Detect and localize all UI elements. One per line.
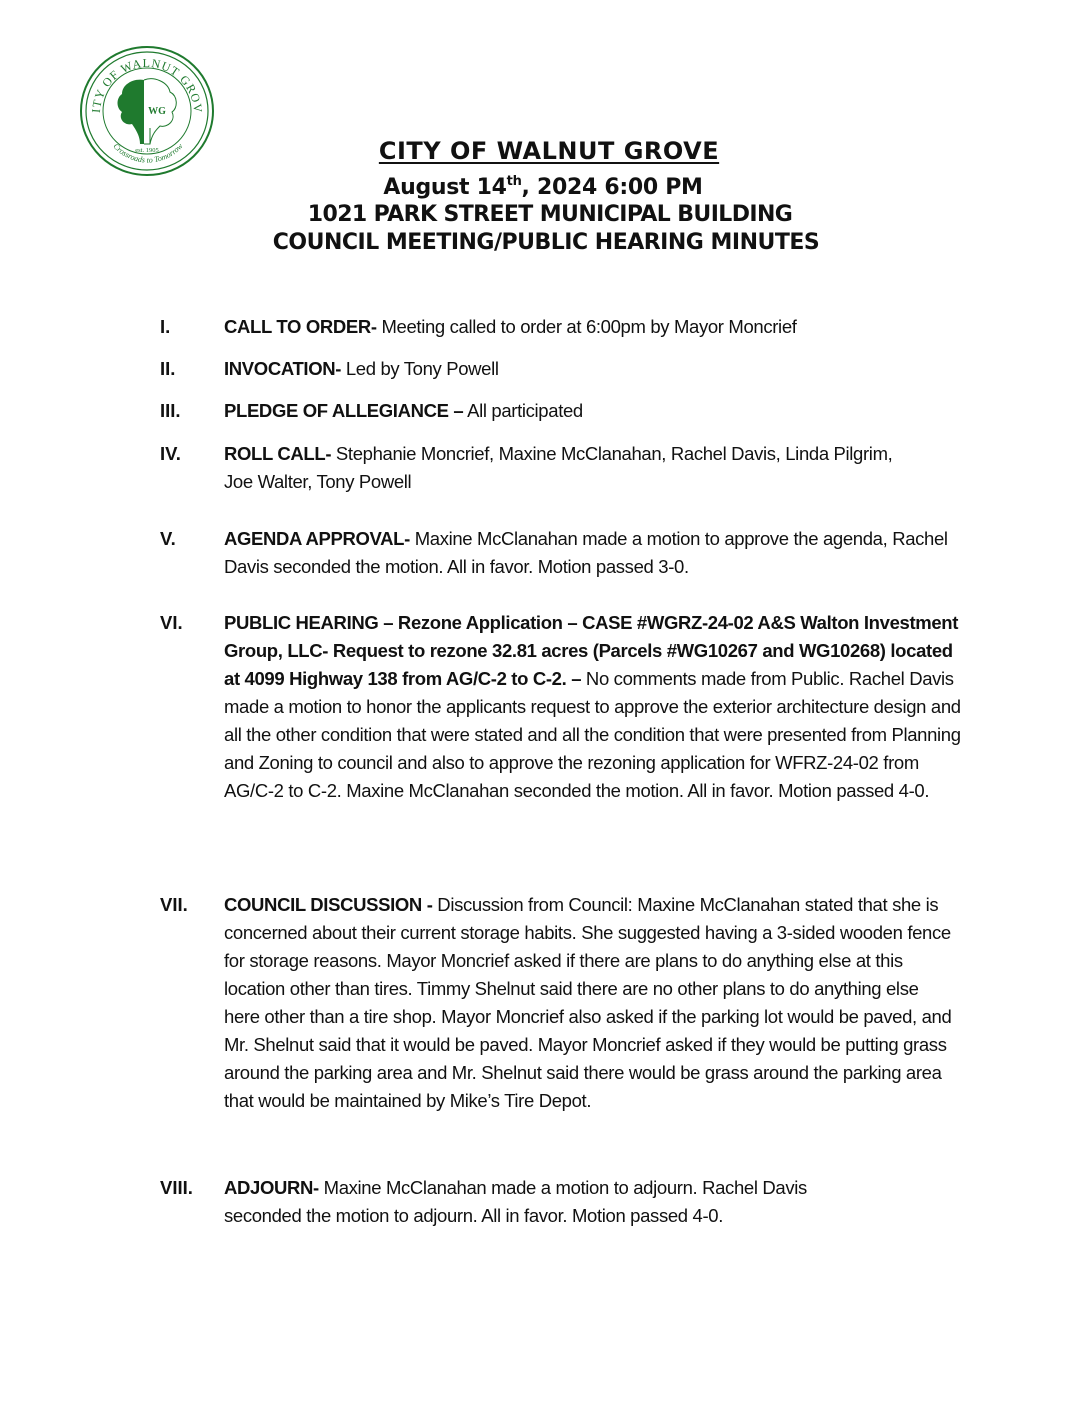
section-text: Stephanie Moncrief, Maxine McClanahan, Rachel Davis, Linda Pilgrim, Joe Walter, Tony Powell (224, 443, 893, 492)
minutes-section (160, 609, 980, 805)
seal-ring-text: ITY OF WALNUT GROV (88, 55, 206, 115)
section-number: VII. (160, 894, 188, 915)
section-heading: CALL TO ORDER- (224, 316, 377, 337)
seal-monogram: WG (148, 106, 166, 117)
section-text: Discussion from Council: Maxine McClanahan stated that she is concerned about their current storage habits. She suggested having a 3-sided wooden fence for storage reasons. Mayor Moncrief asked if there are plans to do anything else at this location other than tires. Timmy Shelnut said there are no other plans to do anything else here other than a tire shop. Mayor Moncrief also asked if the parking lot would be paved, and Mr. Shelnut said that it would be paved. Mayor Moncrief asked if they would be putting grass around the parking area and Mr. Shelnut said there would be grass around the parking area that would be maintained by Mike’s Tire Depot. (224, 894, 952, 1111)
section-text: No comments made from Public. Rachel Davis made a motion to honor the applicants request to approve the exterior architecture design and all the other condition that were stated and all the condition that were presented from Planning and Zoning to council and also to approve the rezoning application for WFRZ-24-02 from AG/C-2 to C-2. Maxine McClanahan seconded the motion. All in favor. Motion passed 4-0. (224, 668, 961, 801)
minutes-section (160, 1174, 980, 1230)
section-number: VIII. (160, 1177, 193, 1198)
document-title: CITY OF WALNUT GROVE (378, 137, 720, 165)
section-number: V. (160, 528, 176, 549)
section-heading: ROLL CALL- (224, 443, 332, 464)
section-heading: AGENDA APPROVAL- (224, 528, 410, 549)
section-text: Meeting called to order at 6:00pm by Mayor Moncrief (376, 316, 797, 337)
section-heading: PLEDGE OF ALLEGIANCE – (224, 400, 464, 421)
date-rest: , 2024 6:00 PM (521, 175, 703, 200)
date-superscript: th (506, 174, 522, 189)
meeting-date (0, 175, 1087, 200)
minutes-section (160, 313, 980, 341)
section-heading: ADJOURN- (224, 1177, 319, 1198)
section-text: Maxine McClanahan made a motion to approve the agenda, Rachel Davis seconded the motion. All in favor. Motion passed 3-0. (224, 528, 948, 577)
section-number: III. (160, 400, 181, 421)
section-heading: INVOCATION- (224, 358, 342, 379)
section-heading: PUBLIC HEARING – Rezone Application – CASE #WGRZ-24-02 A&S Walton Investment Group, LLC- Request to rezone 32.81 acres (Parcels #WG10267 and WG10268) located at 4099 Highway 138 from AG/C-2 to C-2. – (224, 612, 959, 689)
section-text: Maxine McClanahan made a motion to adjourn. Rachel Davis seconded the motion to adjourn. All in favor. Motion passed 4-0. (224, 1177, 807, 1226)
section-number: VI. (160, 612, 183, 633)
minutes-section (160, 525, 980, 581)
section-number: II. (160, 358, 176, 379)
seal-motto: Crossroads to Tomorrow (111, 141, 185, 165)
minutes-section (160, 355, 980, 383)
minutes-section (160, 891, 980, 1115)
seal-established: est. 1905 (135, 147, 159, 154)
date-main: August 14 (383, 175, 507, 200)
minutes-section (160, 397, 980, 425)
meeting-type: COUNCIL MEETING/PUBLIC HEARING MINUTES (272, 230, 820, 255)
section-text: All participated (463, 400, 583, 421)
section-text: Led by Tony Powell (341, 358, 499, 379)
minutes-section (160, 440, 980, 496)
section-heading: COUNCIL DISCUSSION - (224, 894, 433, 915)
section-number: I. (160, 316, 171, 337)
section-number: IV. (160, 443, 181, 464)
meeting-address: 1021 PARK STREET MUNICIPAL BUILDING (307, 202, 793, 227)
